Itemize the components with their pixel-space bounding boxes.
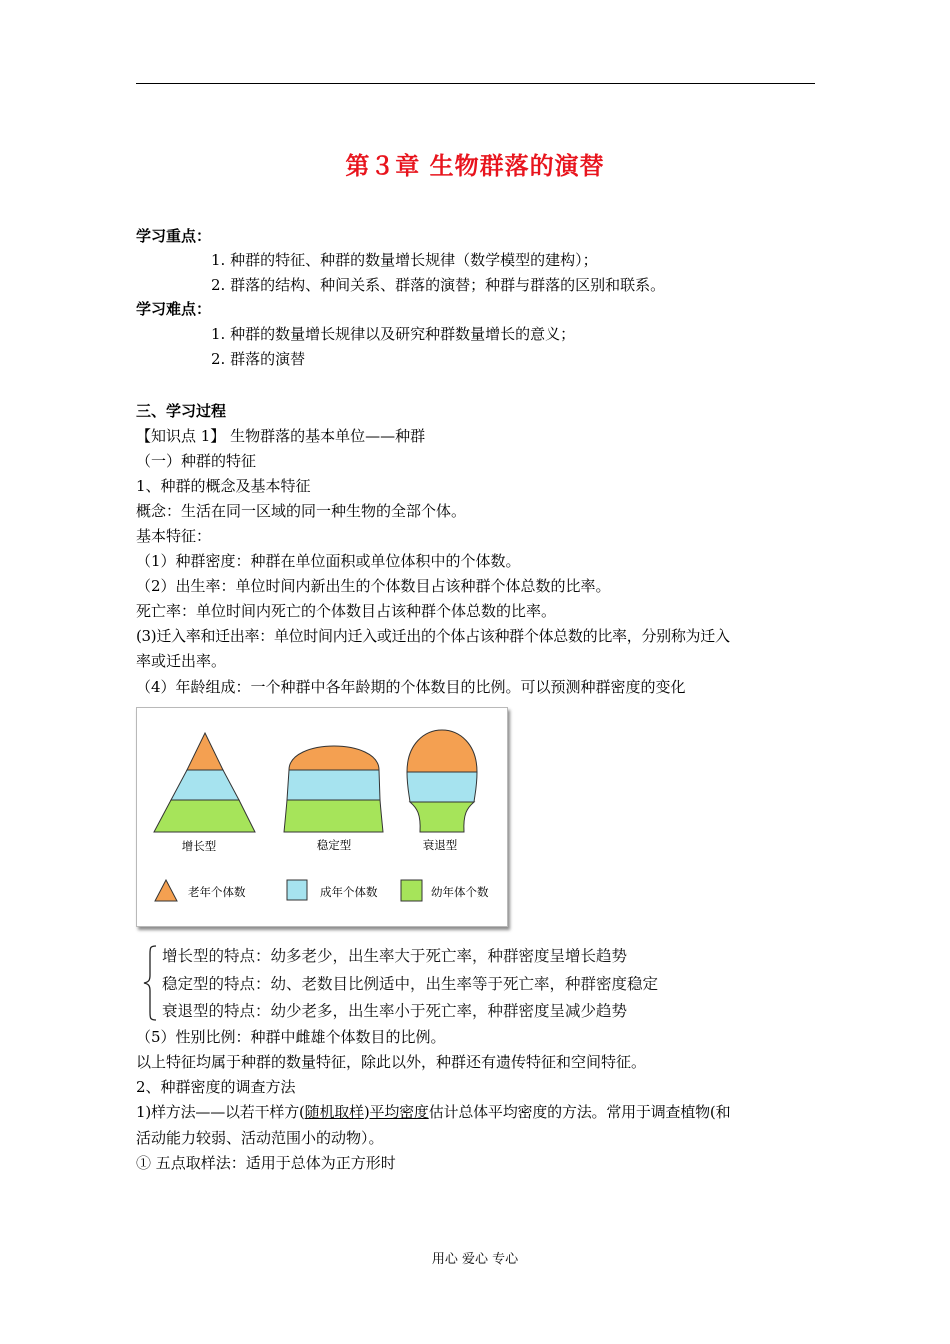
growing-old-layer bbox=[187, 733, 223, 770]
legend-young-label: 幼年体个数 bbox=[431, 885, 489, 899]
section-heading: 三、学习过程 bbox=[136, 402, 227, 420]
declining-old-layer bbox=[407, 730, 477, 772]
header-rule bbox=[136, 83, 815, 84]
feature-migration: (3)迁入率和迁出率：单位时间内迁入或迁出的个体占该种群个体总数的比率，分别称为迁入 bbox=[136, 627, 730, 645]
feature-age-structure: （4）年龄组成：一个种群中各年龄期的个体数目的比例。可以预测种群密度的变化 bbox=[136, 678, 686, 696]
key-point-2: 2. 群落的结构、种间关系、群落的演替；种群与群落的区别和联系。 bbox=[211, 276, 666, 294]
quadrat-suffix: 估计总体平均密度的方法。常用于调查植物(和 bbox=[428, 1103, 731, 1121]
stable-type-shape bbox=[284, 746, 383, 832]
concept-text: 概念：生活在同一区域的同一种生物的全部个体。 bbox=[136, 502, 467, 520]
declining-adult-layer bbox=[407, 772, 477, 802]
difficult-point-2: 2. 群落的演替 bbox=[211, 350, 306, 368]
legend-adult-swatch bbox=[287, 880, 307, 900]
stable-young-layer bbox=[284, 800, 383, 832]
stable-old-layer bbox=[289, 746, 379, 770]
difficult-point-1: 1. 种群的数量增长规律以及研究种群数量增长的意义； bbox=[211, 325, 576, 343]
feature-death-rate: 死亡率：单位时间内死亡的个体数目占该种群个体总数的比率。 bbox=[136, 602, 557, 620]
feature-migration-cont: 率或迁出率。 bbox=[136, 652, 227, 670]
point-1-heading: 1、种群的概念及基本特征 bbox=[136, 477, 311, 495]
quadrat-mid: ) bbox=[363, 1103, 370, 1121]
curly-brace-icon bbox=[142, 944, 158, 1022]
quadrat-method bbox=[136, 1102, 730, 1122]
knowledge-point-1: 【知识点 1】 生物群落的基本单位——种群 bbox=[136, 427, 426, 445]
label-declining: 衰退型 bbox=[422, 838, 458, 852]
basic-features-label: 基本特征： bbox=[136, 527, 212, 545]
declining-type-shape bbox=[407, 730, 477, 832]
declining-young-layer bbox=[410, 802, 474, 832]
growing-adult-layer bbox=[171, 770, 239, 800]
growing-characteristics: 增长型的特点：幼多老少，出生率大于死亡率，种群密度呈增长趋势 bbox=[162, 947, 628, 965]
label-growing: 增长型 bbox=[181, 839, 217, 853]
label-stable: 稳定型 bbox=[316, 838, 352, 852]
five-point-sampling: ① 五点取样法：适用于总体为正方形时 bbox=[136, 1154, 396, 1172]
legend-young-swatch bbox=[401, 880, 422, 901]
age-structure-svg bbox=[137, 708, 507, 926]
difficult-points-heading: 学习难点： bbox=[136, 300, 212, 318]
age-type-characteristics bbox=[142, 942, 742, 1022]
key-point-1: 1. 种群的特征、种群的数量增长规律（数学模型的建构）； bbox=[211, 251, 598, 269]
page-title: 第３章 生物群落的演替 bbox=[345, 151, 605, 180]
declining-characteristics: 衰退型的特点：幼少老多，出生率小于死亡率，种群密度呈减少趋势 bbox=[162, 1002, 628, 1020]
subheading-population-features: （一）种群的特征 bbox=[136, 452, 257, 470]
stable-characteristics: 稳定型的特点：幼、老数目比例适中，出生率等于死亡率，种群密度稳定 bbox=[162, 975, 659, 993]
random-sampling-term: 随机取样 bbox=[304, 1103, 364, 1121]
feature-sex-ratio: （5）性别比例：种群中雌雄个体数目的比例。 bbox=[136, 1028, 446, 1046]
quadrat-prefix: 1)样方法——以若干样方( bbox=[136, 1103, 305, 1121]
legend-old-label: 老年个体数 bbox=[188, 885, 246, 899]
legend-adult-label: 成年个体数 bbox=[320, 885, 378, 899]
feature-birth-rate: （2）出生率：单位时间内新出生的个体数目占该种群个体总数的比率。 bbox=[136, 577, 611, 595]
stable-adult-layer bbox=[287, 770, 380, 800]
summary-text: 以上特征均属于种群的数量特征，除此以外，种群还有遗传特征和空间特征。 bbox=[136, 1053, 647, 1071]
growing-young-layer bbox=[154, 800, 255, 832]
legend-old-swatch bbox=[155, 880, 177, 901]
point-2-heading: 2、种群密度的调查方法 bbox=[136, 1078, 296, 1096]
average-density-term: 平均密度 bbox=[369, 1103, 429, 1121]
key-points-heading: 学习重点： bbox=[136, 227, 212, 245]
quadrat-method-cont: 活动能力较弱、活动范围小的动物）。 bbox=[136, 1129, 384, 1147]
page-footer: 用心 爱心 专心 bbox=[431, 1252, 519, 1267]
age-structure-figure bbox=[136, 707, 508, 927]
feature-density: （1）种群密度：种群在单位面积或单位体积中的个体数。 bbox=[136, 552, 521, 570]
growing-type-shape bbox=[154, 733, 255, 832]
